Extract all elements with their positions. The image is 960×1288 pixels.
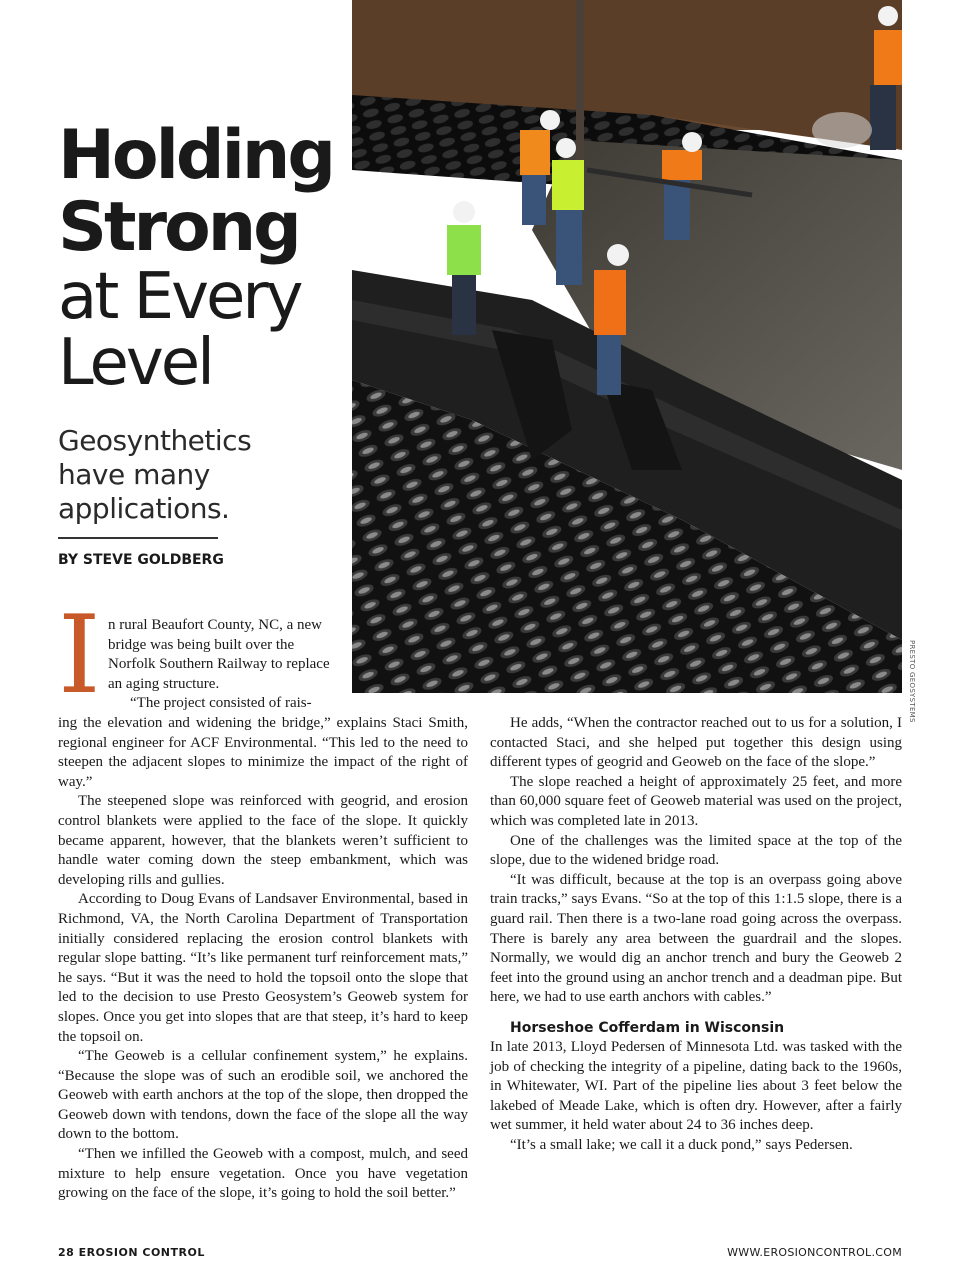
photo-credit: PRESTO GEOSYSTEMS <box>908 640 916 723</box>
byline: BY STEVE GOLDBERG <box>58 552 224 568</box>
body-paragraph: “It was difficult, because at the top is an overpass going above train tracks,” says Evans. “So at the top of this 1:1.5 slope, there is a guard rail. Then there is a two-lane road going across the overpass. There is barely any area between the guardrail and the slopes. Normally, we would dig an anchor trench and bury the Geoweb 2 feet into the ground using an anchor trench and a deadman pipe. But here, we had to use earth anchors with cables.” <box>490 871 902 1006</box>
intro-text <box>108 616 340 714</box>
website-url: WWW.EROSIONCONTROL.COM <box>727 1246 902 1259</box>
body-paragraph: One of the challenges was the limited space at the top of the slope, due to the widened bridge road. <box>490 832 902 869</box>
article-subtitle: Geosynthetics have many applications. <box>58 424 252 525</box>
right-column <box>490 714 902 1155</box>
title-line-2: Strong <box>58 188 299 267</box>
article-title <box>58 116 343 400</box>
title-line-4: Level <box>58 326 212 400</box>
body-paragraph: According to Doug Evans of Landsaver Environmental, based in Richmond, VA, the North Carolina Department of Transportation initially considered replacing the erosion control blankets with regular slope batting. “It’s like permanent turf reinforcement mats,” he says. “But it was the need to hold the topsoil onto the slope that led to the decision to use Presto Geosystem’s Geoweb system for slopes. Once you get into slopes that are that steep, it’s hard to keep the topsoil on. <box>58 891 468 1045</box>
body-paragraph: ing the elevation and widening the bridge,” explains Staci Smith, regional engineer for ACF Environmental. “This led to the need to steepen the adjacent slopes to minimize the impact of the right of way.” <box>58 715 468 790</box>
title-line-1: Holding <box>58 116 334 195</box>
intro-paragraph-2: “The project consisted of rais- <box>130 695 312 712</box>
title-divider <box>58 537 218 539</box>
construction-photo <box>352 0 902 693</box>
body-paragraph: The steepened slope was reinforced with geogrid, and erosion control blankets were applied to the face of the slope. It quickly became apparent, however, that the blankets weren’t sufficient to handle water coming down the steep embankment, which was developing rills and gullies. <box>58 793 468 888</box>
body-paragraph: He adds, “When the contractor reached out to us for a solution, I contacted Staci, and she helped put together this design using different types of geogrid and Geoweb on the face of the slope.” <box>490 715 902 771</box>
intro-paragraph-1: n rural Beaufort County, NC, a new bridge was being built over the Norfolk Southern Railway to replace an aging structure. <box>108 617 330 692</box>
body-paragraph: In late 2013, Lloyd Pedersen of Minnesota Ltd. was tasked with the job of checking the integrity of a pipeline, dating back to the 1960s, in Whitewater, WI. Part of the pipeline lies about 3 feet below the lakebed of Meade Lake, which is often dry. However, after a fairly wet summer, it held water about 24 to 36 inches deep. <box>490 1038 902 1134</box>
body-paragraph: “It’s a small lake; we call it a duck pond,” says Pedersen. <box>510 1136 853 1153</box>
body-paragraph: “Then we infilled the Geoweb with a compost, mulch, and seed mixture to help ensure vegetation. Once you have vegetation growing on the face of the slope, it’s going to hold the soil better.” <box>58 1146 468 1202</box>
photo-illustration <box>352 0 902 693</box>
page-folio: 28 EROSION CONTROL <box>58 1246 205 1259</box>
drop-cap: I <box>58 593 101 718</box>
left-column <box>58 714 468 1204</box>
body-paragraph: The slope reached a height of approximately 25 feet, and more than 60,000 square feet of Geoweb material was used on the project, which was completed late in 2013. <box>490 773 902 829</box>
body-paragraph: “The Geoweb is a cellular confinement system,” he explains. “Because the slope was of such an erodible soil, we anchored the Geoweb with earth anchors at the top of the slope, then dropped the Geoweb down with tendons, down the face of the slope all the way down to the bottom. <box>58 1048 468 1143</box>
title-line-3: at Every <box>58 260 301 334</box>
section-subhead: Horseshoe Cofferdam in Wisconsin <box>510 1019 785 1036</box>
